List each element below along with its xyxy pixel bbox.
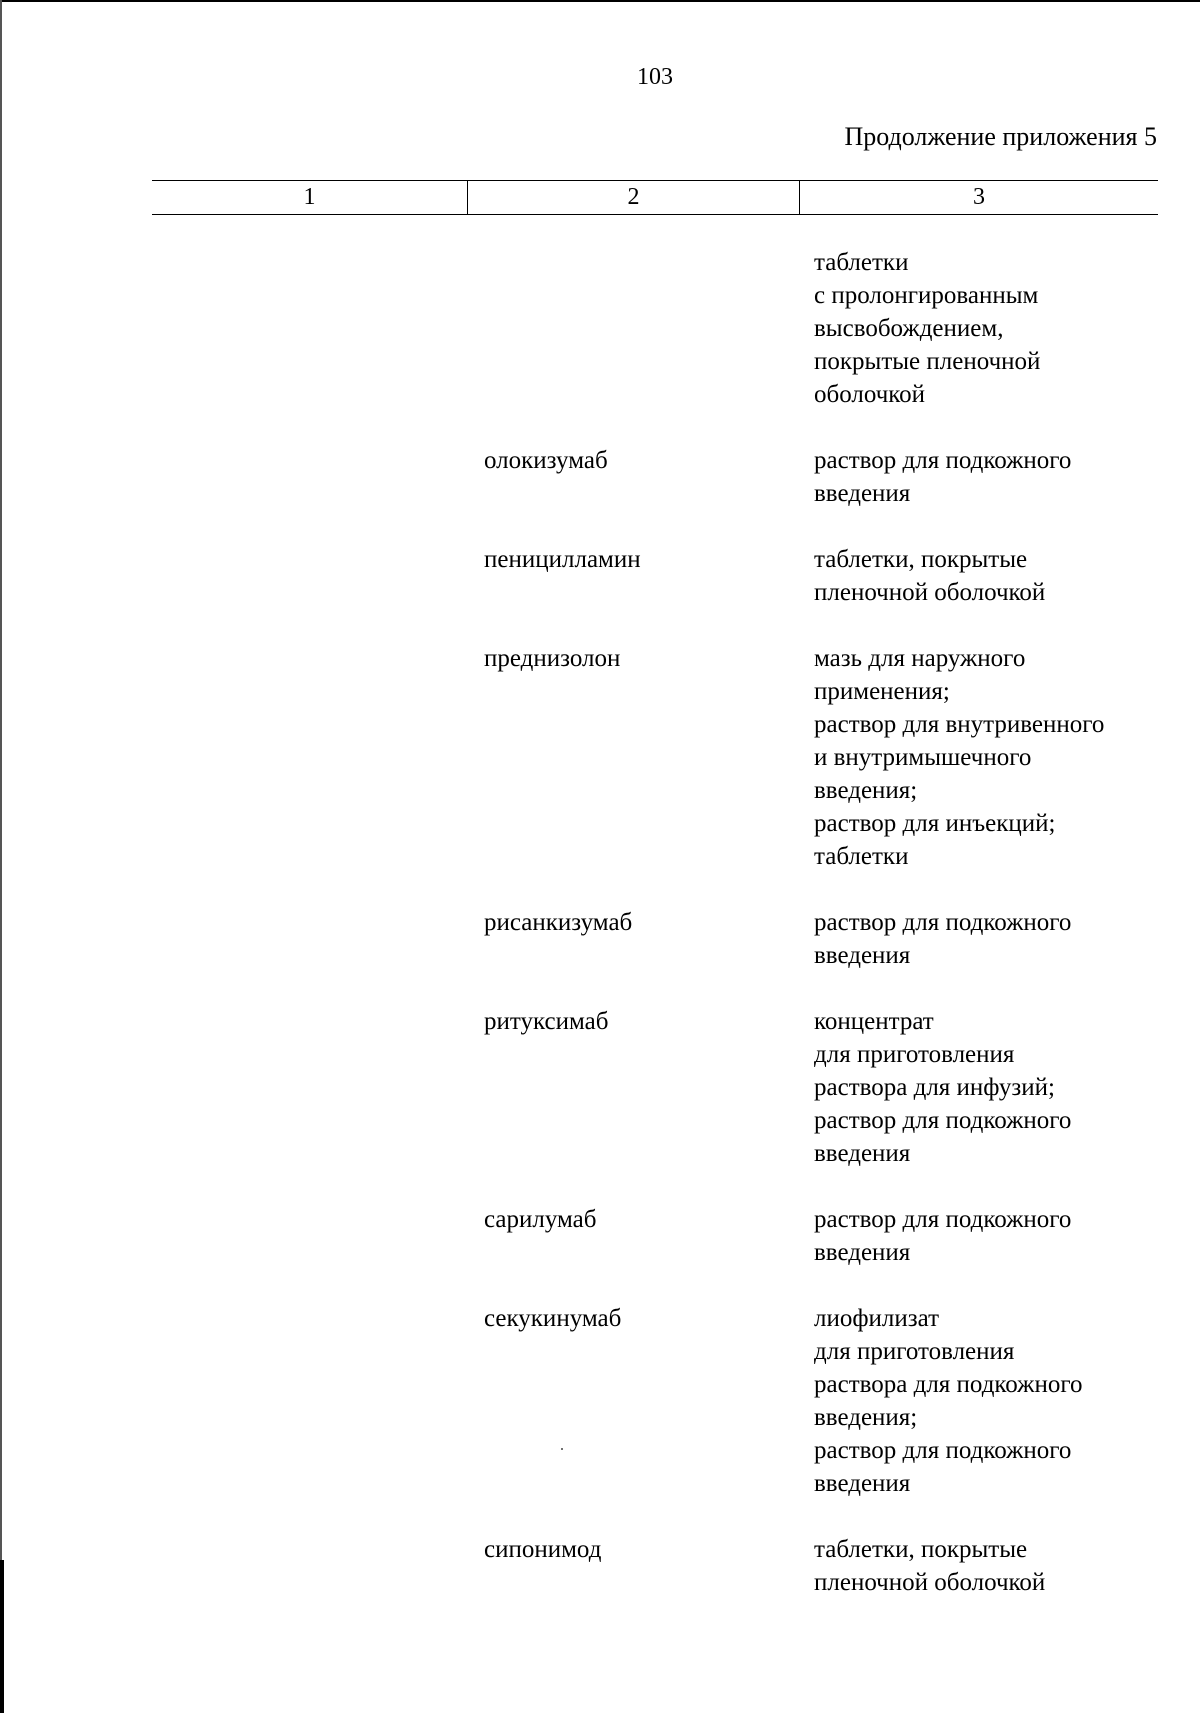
dosage-forms bbox=[814, 1005, 1164, 1170]
dosage-form-line: раствор для подкожного bbox=[814, 1107, 1072, 1134]
dosage-form-line: введения bbox=[814, 942, 911, 969]
continuation-label: Продолжение приложения 5 bbox=[844, 122, 1157, 151]
drug-name: секукинумаб bbox=[484, 1305, 622, 1332]
dosage-form-line: и внутримышечного bbox=[814, 744, 1032, 771]
header-col-2: 2 bbox=[468, 181, 800, 214]
dosage-form-line: раствор для подкожного bbox=[814, 447, 1072, 474]
table-body bbox=[0, 246, 1200, 1632]
table-row bbox=[0, 246, 1200, 411]
dosage-forms bbox=[814, 906, 1164, 972]
dosage-form-line: для приготовления bbox=[814, 1338, 1015, 1365]
dosage-form-line: раствор для подкожного bbox=[814, 1206, 1072, 1233]
dosage-form-line: раствора для инфузий; bbox=[814, 1074, 1055, 1101]
dosage-form-line: высвобождением, bbox=[814, 315, 1004, 342]
dosage-form-line: покрытые пленочной bbox=[814, 348, 1041, 375]
dosage-forms bbox=[814, 246, 1164, 411]
table-row bbox=[0, 1302, 1200, 1500]
dosage-forms bbox=[814, 642, 1164, 873]
dosage-form-line: оболочкой bbox=[814, 381, 926, 408]
dosage-forms bbox=[814, 1302, 1164, 1500]
dosage-form-line: введения bbox=[814, 1470, 911, 1497]
dosage-form-line: пленочной оболочкой bbox=[814, 579, 1046, 606]
dosage-forms bbox=[814, 543, 1164, 609]
header-col-1: 1 bbox=[152, 181, 468, 214]
table-row bbox=[0, 444, 1200, 510]
dosage-form-line: пленочной оболочкой bbox=[814, 1569, 1046, 1596]
drug-name: ритуксимаб bbox=[484, 1008, 609, 1035]
table-row bbox=[0, 642, 1200, 873]
drug-name: пеницилламин bbox=[484, 546, 641, 573]
dosage-form-line: введения; bbox=[814, 1404, 918, 1431]
drug-name: сарилумаб bbox=[484, 1206, 597, 1233]
drug-name: преднизолон bbox=[484, 645, 621, 672]
table-row bbox=[0, 906, 1200, 972]
dosage-form-line: таблетки bbox=[814, 249, 909, 276]
dosage-form-line: лиофилизат bbox=[814, 1305, 940, 1332]
dosage-form-line: раствор для внутривенного bbox=[814, 711, 1105, 738]
dosage-forms bbox=[814, 1203, 1164, 1269]
drug-name bbox=[484, 246, 814, 411]
table-row bbox=[0, 1203, 1200, 1269]
dosage-form-line: концентрат bbox=[814, 1008, 934, 1035]
dosage-form-line: таблетки, покрытые bbox=[814, 546, 1028, 573]
dosage-form-line: раствор для инъекций; bbox=[814, 810, 1056, 837]
drug-name: сипонимод bbox=[484, 1536, 602, 1563]
dosage-form-line: раствора для подкожного bbox=[814, 1371, 1083, 1398]
dosage-form-line: применения; bbox=[814, 678, 950, 705]
page-border-top bbox=[0, 0, 1200, 2]
dosage-form-line: таблетки bbox=[814, 843, 909, 870]
dosage-form-line: для приготовления bbox=[814, 1041, 1015, 1068]
dosage-form-line: введения bbox=[814, 1239, 911, 1266]
table-row bbox=[0, 1533, 1200, 1599]
table-row bbox=[0, 543, 1200, 609]
dosage-form-line: введения bbox=[814, 480, 911, 507]
dosage-form-line: с пролонгированным bbox=[814, 282, 1039, 309]
scan-speck bbox=[561, 1448, 563, 1450]
dosage-form-line: раствор для подкожного bbox=[814, 909, 1072, 936]
dosage-forms bbox=[814, 444, 1164, 510]
dosage-form-line: введения bbox=[814, 1140, 911, 1167]
header-col-3: 3 bbox=[973, 184, 985, 210]
dosage-form-line: введения; bbox=[814, 777, 918, 804]
table-header bbox=[152, 180, 1158, 215]
dosage-form-line: раствор для подкожного bbox=[814, 1437, 1072, 1464]
table-row bbox=[0, 1005, 1200, 1170]
drug-name: олокизумаб bbox=[484, 447, 608, 474]
drug-name: рисанкизумаб bbox=[484, 909, 633, 936]
dosage-form-line: таблетки, покрытые bbox=[814, 1536, 1028, 1563]
dosage-form-line: мазь для наружного bbox=[814, 645, 1026, 672]
page-number: 103 bbox=[637, 64, 673, 90]
dosage-forms bbox=[814, 1533, 1164, 1599]
